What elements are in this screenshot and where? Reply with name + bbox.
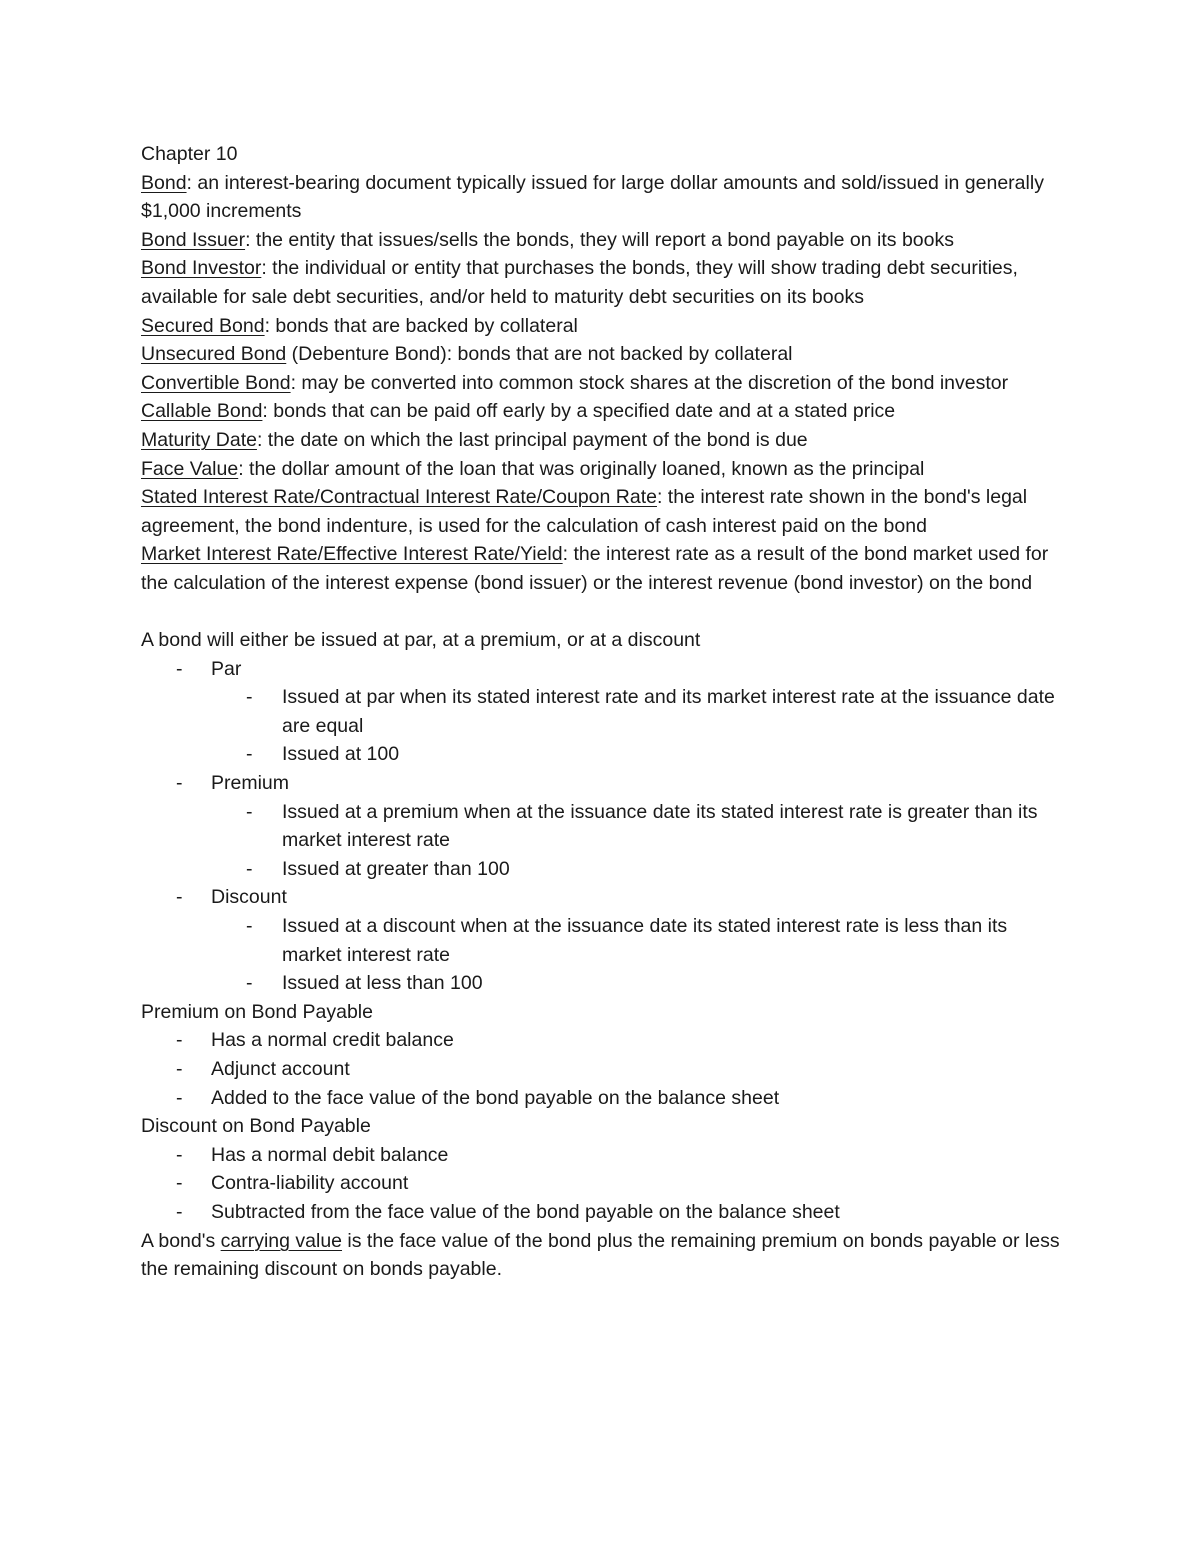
document-page <box>141 140 1066 1284</box>
list-item-text: - Has a normal credit balance <box>211 1029 454 1052</box>
definition-term: Bond Issuer <box>141 228 246 251</box>
definition-term: Convertible Bond <box>141 371 291 394</box>
list-item <box>211 740 1066 769</box>
definition-bond-investor <box>141 254 1066 311</box>
sub-list <box>141 798 1066 884</box>
definition-callable-bond <box>141 397 1066 426</box>
definition-text: : the interest rate as a result of the bond market used for the calculation of the interest expense (bond issuer) or the interest revenue (bond investor) on the bond <box>141 543 1049 594</box>
list-item <box>141 883 1066 997</box>
definition-text: : the individual or entity that purchases the bonds, they will show trading debt securities, available for sale debt securities, and/or held to maturity debt securities on its books <box>141 257 1018 308</box>
list-item <box>141 1141 1066 1170</box>
definition-text: : the dollar amount of the loan that was originally loaned, known as the principal <box>238 457 925 480</box>
list-item-text: - Issued at a premium when at the issuance date its stated interest rate is greater than its market interest rate <box>282 800 1038 852</box>
discount-list <box>141 1141 1066 1227</box>
carrying-value-term: carrying value <box>220 1229 343 1252</box>
issuance-list <box>141 655 1066 998</box>
issuance-type-discount: - Discount <box>211 886 287 909</box>
definition-secured-bond <box>141 312 1066 341</box>
definition-maturity-date <box>141 426 1066 455</box>
definition-unsecured-bond <box>141 340 1066 369</box>
list-item-text: - Subtracted from the face value of the bond payable on the balance sheet <box>211 1200 840 1223</box>
definition-text: : the entity that issues/sells the bonds, they will report a bond payable on its books <box>245 228 954 251</box>
definition-market-interest-rate <box>141 540 1066 597</box>
definition-face-value <box>141 455 1066 484</box>
list-item-text: - Has a normal debit balance <box>211 1143 449 1166</box>
list-item <box>211 798 1066 855</box>
definition-stated-interest-rate <box>141 483 1066 540</box>
definition-term: Face Value <box>141 457 239 480</box>
discount-heading: Discount on Bond Payable <box>141 1115 371 1138</box>
sub-list <box>141 683 1066 769</box>
list-item-text: - Added to the face value of the bond payable on the balance sheet <box>211 1086 780 1109</box>
definition-text: : the date on which the last principal payment of the bond is due <box>256 428 808 451</box>
blank-line <box>141 598 1066 627</box>
definition-text: : bonds that are backed by collateral <box>264 314 578 337</box>
chapter-title: Chapter 10 <box>141 143 238 165</box>
sub-list <box>141 912 1066 998</box>
definition-text: : an interest-bearing document typically issued for large dollar amounts and sold/issued in generally $1,000 increments <box>141 171 1044 223</box>
carrying-after: is the face value of the bond plus the remaining premium on bonds payable or less the remaining discount on bonds payable. <box>141 1229 1060 1281</box>
list-item <box>141 1026 1066 1055</box>
list-item <box>141 1169 1066 1198</box>
definition-term: Unsecured Bond <box>141 343 287 366</box>
definition-term: Bond Investor <box>141 257 262 280</box>
issuance-type-premium: - Premium <box>211 772 290 795</box>
definition-text: : the interest rate shown in the bond's legal agreement, the bond indenture, is used for the calculation of cash interest paid on the bond <box>141 486 1028 537</box>
issuance-intro: A bond will either be issued at par, at a premium, or at a discount <box>141 629 701 652</box>
list-item <box>141 1198 1066 1227</box>
definition-convertible-bond <box>141 369 1066 398</box>
definition-term: Bond <box>141 171 187 194</box>
list-item <box>211 683 1066 740</box>
list-item <box>141 1084 1066 1113</box>
list-item-text: - Issued at 100 <box>282 743 400 766</box>
list-item-text: - Issued at less than 100 <box>282 972 483 995</box>
carrying-value-paragraph <box>141 1227 1066 1284</box>
list-item <box>141 1055 1066 1084</box>
carrying-before: A bond's <box>141 1229 221 1252</box>
list-item-text: - Issued at par when its stated interest rate and its market interest rate at the issuance date are equal <box>282 686 1055 737</box>
definition-term: Maturity Date <box>141 428 257 451</box>
list-item <box>141 655 1066 769</box>
list-item <box>211 969 1066 998</box>
issuance-type-par: - Par <box>211 657 242 680</box>
list-item <box>141 769 1066 883</box>
premium-heading: Premium on Bond Payable <box>141 1000 373 1023</box>
definition-bond-issuer <box>141 226 1066 255</box>
definition-term: Stated Interest Rate/Contractual Interest Rate/Coupon Rate <box>141 486 657 509</box>
list-item <box>211 855 1066 884</box>
definition-term: Secured Bond <box>141 314 265 337</box>
list-item-text: - Adjunct account <box>211 1058 350 1080</box>
list-item <box>211 912 1066 969</box>
premium-list <box>141 1026 1066 1112</box>
definition-text: (Debenture Bond): bonds that are not backed by collateral <box>286 343 793 366</box>
list-item-text: - Issued at a discount when at the issuance date its stated interest rate is less than its market interest rate <box>282 915 1008 966</box>
definition-term: Market Interest Rate/Effective Interest Rate/Yield <box>141 543 563 566</box>
definition-bond <box>141 169 1066 226</box>
list-item-text: - Issued at greater than 100 <box>282 857 510 880</box>
definition-text: : may be converted into common stock shares at the discretion of the bond investor <box>290 371 1009 394</box>
list-item-text: - Contra-liability account <box>211 1172 409 1195</box>
definition-term: Callable Bond <box>141 400 263 423</box>
definition-text: : bonds that can be paid off early by a specified date and at a stated price <box>262 400 896 423</box>
